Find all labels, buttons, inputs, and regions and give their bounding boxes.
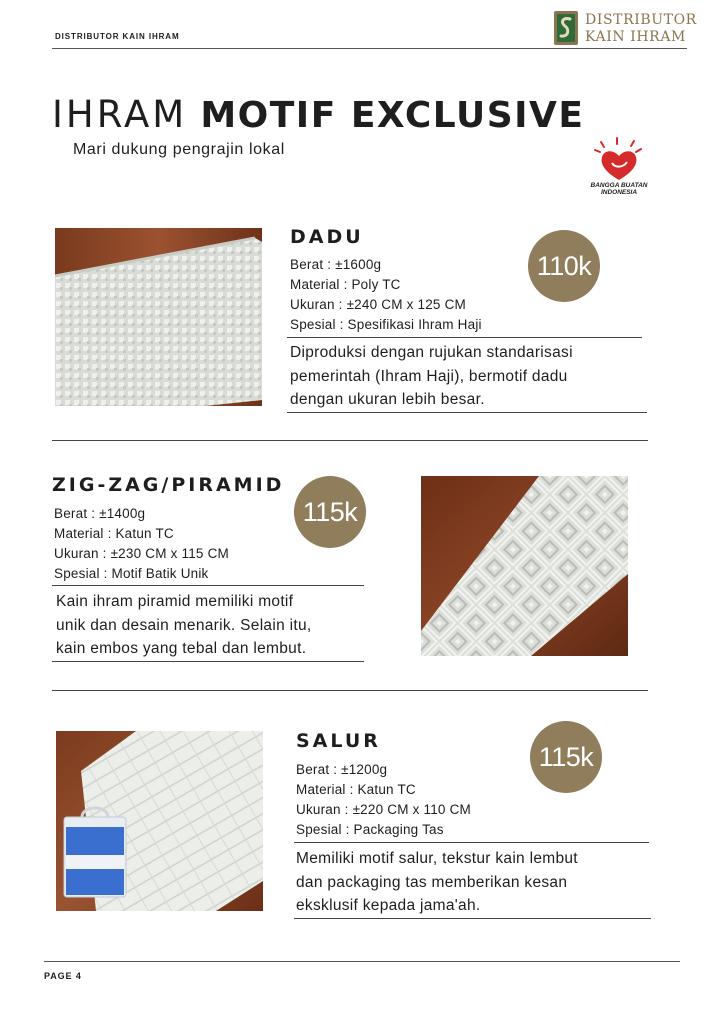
description-divider <box>294 918 651 919</box>
product-description <box>56 590 312 661</box>
spec-size: Ukuran : ±220 CM x 110 CM <box>296 802 471 817</box>
running-header: DISTRIBUTOR KAIN IHRAM <box>55 32 180 41</box>
spec-weight: Berat : ±1600g <box>290 257 382 272</box>
page-title-bold: MOTIF EXCLUSIVE <box>200 95 585 136</box>
spec-size: Ukuran : ±240 CM x 125 CM <box>290 297 466 312</box>
description-line: Memiliki motif salur, tekstur kain lembut <box>296 850 578 867</box>
page-title <box>52 94 584 134</box>
description-line: eksklusif kepada jama'ah. <box>296 897 481 914</box>
description-line: kain embos yang tebal dan lembut. <box>56 640 307 657</box>
spec-special: Spesial : Motif Batik Unik <box>54 566 209 581</box>
logo-text-line1: DISTRIBUTOR <box>585 12 697 28</box>
spec-special: Spesial : Packaging Tas <box>296 822 444 837</box>
price-badge: 115k <box>530 721 602 793</box>
description-line: unik dan desain menarik. Selain itu, <box>56 616 312 634</box>
description-line: Kain ihram piramid memiliki motif <box>56 593 294 610</box>
brand-logo <box>553 10 697 48</box>
header-divider <box>52 48 687 49</box>
section-divider <box>52 440 648 441</box>
price-badge: 110k <box>528 230 600 302</box>
product-name: ZIG-ZAG/PIRAMID <box>52 474 285 496</box>
footer-divider <box>44 961 680 962</box>
description-line: dan packaging tas memberikan kesan <box>296 873 568 891</box>
product-name: DADU <box>290 226 364 248</box>
spec-divider <box>287 337 642 338</box>
description-line: pemerintah (Ihram Haji), bermotif dadu <box>290 367 568 385</box>
product-photo-dadu <box>55 228 262 406</box>
description-divider <box>52 661 364 662</box>
badge-label <box>581 182 657 197</box>
product-specs <box>296 760 471 840</box>
spec-special: Spesial : Spesifikasi Ihram Haji <box>290 317 482 332</box>
spec-weight: Berat : ±1200g <box>296 762 388 777</box>
product-description <box>296 847 578 918</box>
product-name: SALUR <box>296 730 381 752</box>
section-divider <box>52 690 648 691</box>
spec-weight: Berat : ±1400g <box>54 506 146 521</box>
description-line: Diproduksi dengan rujukan standarisasi <box>290 344 573 361</box>
product-description <box>290 341 573 412</box>
product-photo-salur <box>56 731 263 911</box>
spec-size: Ukuran : ±230 CM x 115 CM <box>54 546 229 561</box>
product-specs <box>54 504 229 584</box>
price-badge: 115k <box>294 476 366 548</box>
page-subtitle: Mari dukung pengrajin lokal <box>73 141 285 158</box>
spec-material: Material : Katun TC <box>296 782 416 797</box>
badge-label-line1: BANGGA BUATAN <box>590 182 648 189</box>
logo-text-line2: KAIN IHRAM <box>585 29 686 45</box>
page-number: PAGE 4 <box>44 971 82 981</box>
heart-icon <box>587 136 651 186</box>
badge-label-line2: INDONESIA <box>600 189 638 197</box>
description-divider <box>287 412 647 413</box>
bangga-buatan-indonesia-badge <box>587 136 651 206</box>
spec-material: Material : Katun TC <box>54 526 174 541</box>
page-title-light: IHRAM <box>52 93 188 136</box>
spec-material: Material : Poly TC <box>290 277 401 292</box>
spec-divider <box>52 585 364 586</box>
product-photo-zigzag <box>421 476 628 656</box>
description-line: dengan ukuran lebih besar. <box>290 391 485 408</box>
logo-emblem-icon <box>553 10 579 46</box>
product-specs <box>290 255 482 335</box>
spec-divider <box>294 842 649 843</box>
